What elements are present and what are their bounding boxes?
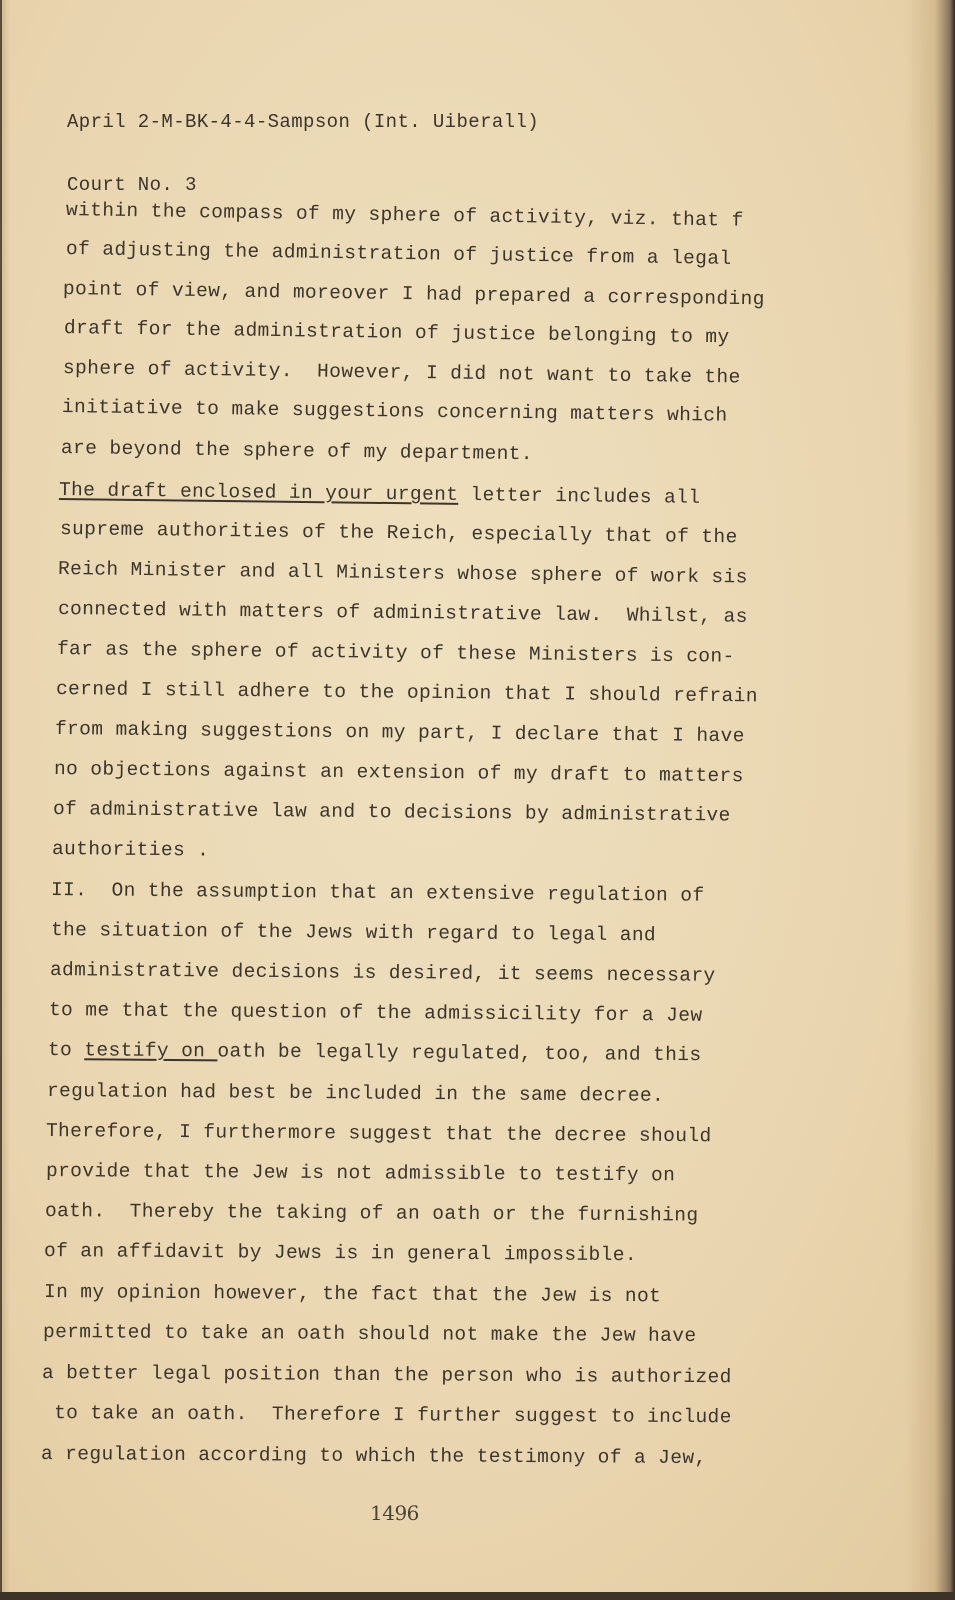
page-number: 1496: [370, 1501, 419, 1525]
typed-line: from making suggestions on my part, I declare that I have: [54, 718, 745, 748]
typed-line: a better legal position than the person who is authorized: [41, 1362, 732, 1389]
typed-line: Reich Minister and all Ministers whose sphere of work sis: [57, 558, 748, 589]
typed-line: a regulation according to which the testimony of a Jew,: [40, 1443, 707, 1470]
typed-line: [48, 1038, 702, 1067]
header-case-reference: April 2-M-BK-4-4-Sampson (Int. Uiberall): [67, 111, 540, 133]
typed-line: of administrative law and to decisions by administrative: [52, 798, 731, 827]
typed-line: point of view, and moreover I had prepared a corresponding: [62, 278, 766, 311]
typed-line: II. On the assumption that an extensive regulation of: [50, 879, 705, 907]
typed-line: [59, 478, 701, 510]
typed-line: within the compass of my sphere of activity, viz. that f: [65, 199, 744, 232]
underlined-text: testify on: [84, 1039, 218, 1063]
line-text: oath be legally regulated, too, and this: [217, 1040, 702, 1067]
typed-line: authorities .: [51, 838, 210, 862]
typed-line: permitted to take an oath should not make the Jew have: [42, 1321, 697, 1347]
typed-line: to me that the question of the admissicility for a Jew: [48, 999, 703, 1027]
typed-line: of adjusting the administration of justice from a legal: [65, 238, 732, 270]
typed-line: regulation had best be included in the same decree.: [46, 1080, 665, 1107]
typed-line: In my opinion however, the fact that the Jew is not: [43, 1281, 662, 1308]
typed-line: initiative to make suggestions concerning matters which: [61, 396, 728, 427]
typed-line: far as the sphere of activity of these Ministers is con-: [56, 638, 735, 668]
typed-line: oath. Thereby the taking of an oath or the furnishing: [44, 1200, 699, 1227]
typed-line: provide that the Jew is not admissible to testify on: [45, 1160, 676, 1187]
typed-line: to take an oath. Therefore I further suggest to include: [41, 1402, 732, 1429]
typed-line: are beyond the sphere of my department.: [60, 437, 534, 466]
typed-line: administrative decisions is desired, it seems necessary: [49, 959, 716, 987]
typed-line: sphere of activity. However, I did not want to take the: [62, 357, 741, 389]
line-text: to: [47, 1039, 85, 1062]
typed-line: Therefore, I furthermore suggest that the decree should: [45, 1120, 712, 1148]
underlined-text: The draft enclosed in your urgent: [58, 479, 459, 506]
header-court-number: Court No. 3: [67, 174, 197, 196]
scan-bottom-edge: [0, 1592, 955, 1600]
typed-line: of an affidavit by Jews is in general impossible.: [43, 1240, 638, 1267]
typed-line: no objections against an extension of my draft to matters: [53, 758, 744, 788]
typed-line: supreme authorities of the Reich, especially that of the: [59, 518, 738, 549]
typed-line: the situation of the Jews with regard to legal and: [50, 919, 657, 947]
typed-line: connected with matters of administrative law. Whilst, as: [57, 598, 748, 628]
typed-line: cerned I still adhere to the opinion that I should refrain: [55, 678, 758, 708]
typed-line: draft for the administration of justice belonging to my: [63, 317, 730, 349]
line-text: letter includes all: [458, 483, 701, 509]
